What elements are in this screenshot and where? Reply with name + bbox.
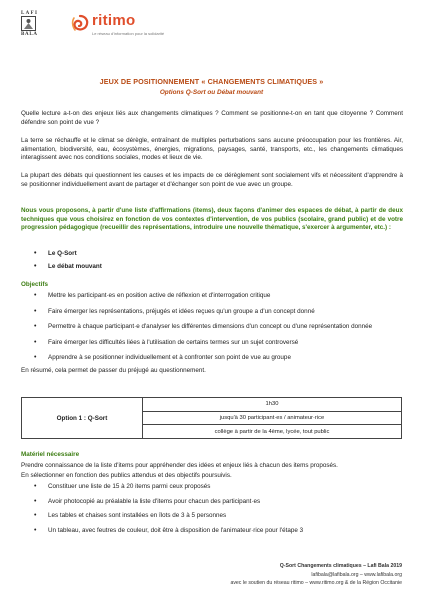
option-duration: 1h30	[143, 398, 401, 412]
list-item: • Avoir photocopié au préalable la liste d'items pour chacun des participant·es	[21, 498, 403, 507]
list-item: • Un tableau, avec feutres de couleur, doit être à disposition de l'animateur·rice pour l'étape 3	[21, 527, 403, 536]
list-item: • Apprendre à se positionner individuellement et à confronter son point de vue au groupe	[21, 354, 403, 363]
materiel-list	[21, 483, 403, 535]
page-title: JEUX DE POSITIONNEMENT « CHANGEMENTS CLIMATIQUES »	[99, 77, 324, 86]
list-item: • Permettre à chaque participant·e d'analyser les différentes dimensions d'un concept ou d'une représentation donnée	[21, 323, 403, 332]
option-table-label: Option 1 : Q-Sort	[22, 398, 143, 438]
lafi-logo-row-top: L A F I	[21, 11, 37, 16]
lafi-logo-row-bottom: B A L A	[21, 32, 37, 37]
ritimo-tagline: Le réseau d'information pour la solidarité	[92, 31, 165, 36]
options-list	[21, 250, 403, 271]
objectifs-list	[21, 292, 403, 363]
list-item: • Le débat mouvant	[21, 263, 403, 272]
ritimo-brand: ritimo	[92, 12, 136, 29]
materiel-intro-1: Prendre connaissance de la liste d'items pour appréhender des idées et enjeux liés à chacun des items proposés.	[21, 462, 338, 469]
list-item: • Mettre les participant·es en position active de réflexion et d'interrogation critique	[21, 292, 403, 301]
footer-title: Q-Sort Changements climatiques – Lafi Bala 2019	[279, 563, 402, 569]
footer-support: avec le soutien du réseau ritimo – www.ritimo.org & de la Région Occitanie	[230, 580, 402, 586]
context-paragraph: La terre se réchauffe et le climat se dérègle, entraînant de multiples perturbations sans aucune préoccupation pour les frontières. Air, alimentation, biodiversité, eau, écosystèmes, énergies, migrations, paysages, santé, transports, etc., les changements climatiques interagissent avec nos conditions sociales, modes et lieux de vie.	[21, 137, 403, 162]
ritimo-swirl-icon	[70, 14, 90, 34]
proposal-paragraph: Nous vous proposons, à partir d'une liste d'affirmations (items), deux façons d'animer des espaces de débat, à partir de deux techniques que vous choisirez en fonction de vos contextes d'intervention, de vos publics (scolaire, grand public) et de votre progression pédagogique (recueillir des représentations, introduire une nouvelle thématique, s'exercer à argumenter, etc.) :	[21, 207, 403, 232]
list-item: • Faire émerger les difficultés liées à l'utilisation de certains termes sur un sujet controversé	[21, 339, 403, 348]
footer-contact: lafibala@lafibala.org – www.lafibala.org	[311, 572, 402, 578]
page-subtitle: Options Q-Sort ou Débat mouvant	[159, 89, 264, 96]
debate-paragraph: La plupart des débats qui questionnent les causes et les impacts de ce dérèglement sont socialement vifs et nécessitent d'apprendre à se positionner individuellement avant de partager et d'échanger son point de vue avec un groupe.	[21, 172, 403, 188]
option-table	[21, 397, 402, 439]
objectifs-heading: Objectifs	[21, 281, 48, 288]
materiel-intro-2: En sélectionner en fonction des publics attendus et des objectifs poursuivis.	[21, 472, 232, 479]
intro-paragraph: Quelle lecture a-t-on des enjeux liés aux changements climatiques ? Comment se positionne-t-on en tant que citoyenne ? Comment défendre son point de vue ?	[21, 110, 403, 126]
option-participants: jusqu'à 30 participant·es / animateur·rice	[143, 412, 401, 426]
list-item: • Le Q-Sort	[21, 250, 403, 259]
list-item: • Faire émerger les représentations, préjugés et idées reçues qu'un groupe a d'un concept donné	[21, 308, 403, 317]
materiel-heading: Matériel nécessaire	[21, 451, 80, 458]
list-item: • Constituer une liste de 15 à 20 items parmi ceux proposés	[21, 483, 403, 492]
ritimo-logo	[70, 12, 165, 42]
lafi-bala-logo	[21, 10, 37, 44]
option-table-details	[143, 398, 401, 438]
option-audience: collège à partir de la 4ème, lycée, tout public	[214, 428, 330, 435]
list-item: • Les tables et chaises sont installées en îlots de 3 à 5 personnes	[21, 512, 403, 521]
resume-paragraph: En résumé, cela permet de passer du préjugé au questionnement.	[21, 367, 206, 374]
lafi-logo-emblem	[21, 16, 36, 31]
